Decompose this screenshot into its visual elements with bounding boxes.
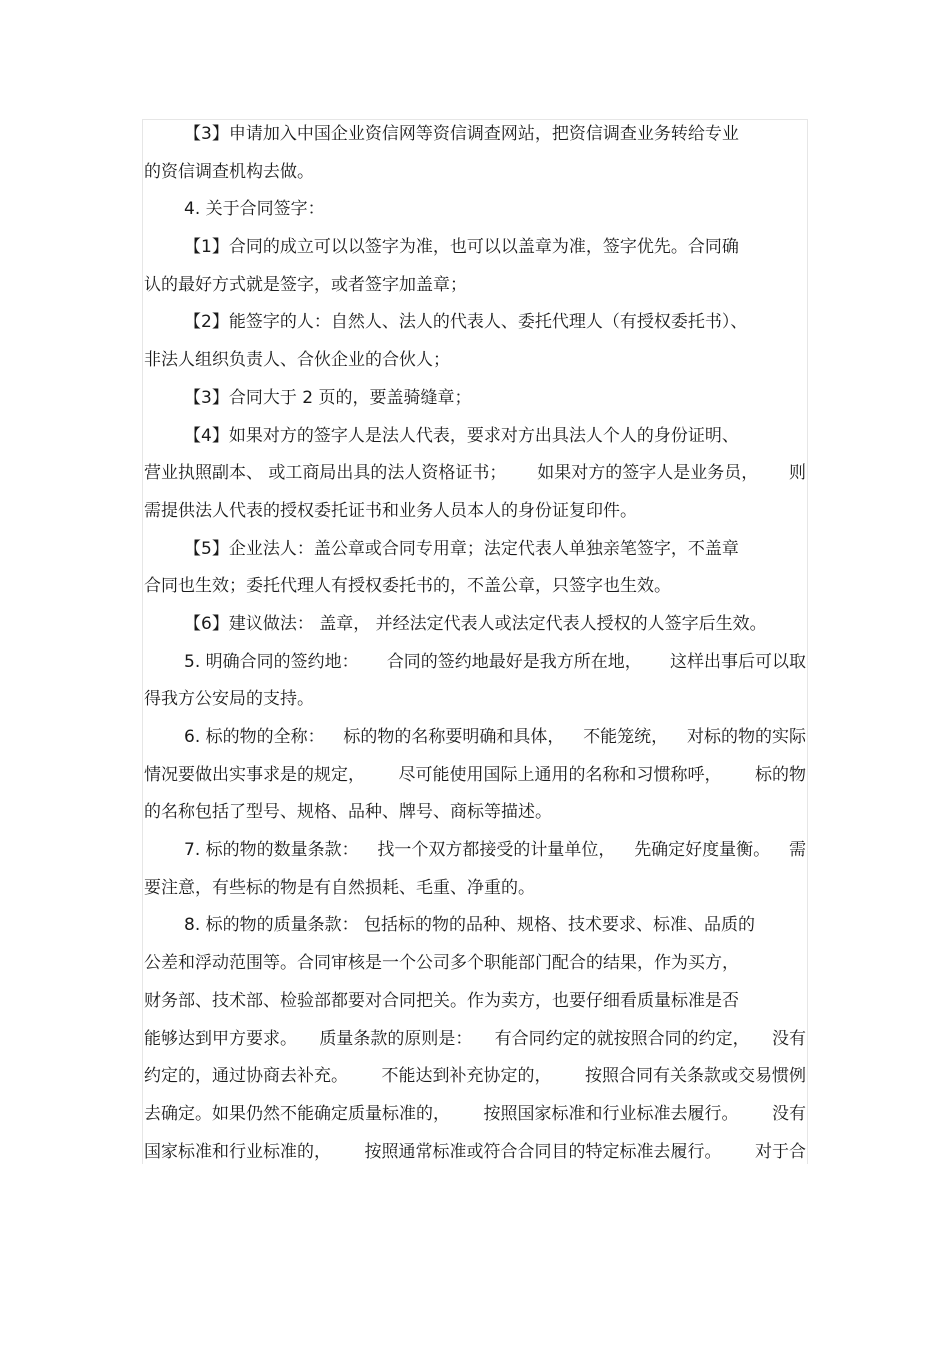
page-frame-left-border bbox=[142, 119, 143, 1164]
text-segment: 去确定。如果仍然不能确定质量标准的， bbox=[144, 1103, 450, 1124]
text-line bbox=[144, 1058, 806, 1096]
text-segment: 按照国家标准和行业标准去履行。 bbox=[483, 1103, 739, 1124]
text-segment: 能够达到甲方要求。 bbox=[144, 1028, 297, 1049]
text-segment: 情况要做出实事求是的规定， bbox=[144, 764, 365, 785]
text-segment: 质量条款的原则是： bbox=[319, 1028, 473, 1049]
text-segment: 约定的，通过协商去补充。 bbox=[144, 1066, 348, 1087]
text-line: 【5】企业法人：盖公章或合同专用章；法定代表人单独亲笔签字，不盖章 bbox=[184, 538, 739, 559]
text-line bbox=[144, 832, 806, 870]
text-segment: 不能达到补充协定的， bbox=[381, 1066, 552, 1087]
text-line bbox=[144, 1096, 806, 1134]
text-line: 合同也生效；委托代理人有授权委托书的，不盖公章，只签字也生效。 bbox=[144, 576, 671, 597]
text-line: 的资信调查机构去做。 bbox=[144, 161, 314, 182]
text-segment: 先确定好度量衡。 bbox=[634, 840, 771, 861]
text-segment: 对标的物的实际 bbox=[686, 727, 806, 747]
text-segment: 尽可能使用国际上通用的名称和习惯称呼， bbox=[398, 764, 722, 785]
text-segment: 找一个双方都接受的计量单位， bbox=[377, 840, 616, 861]
text-line: 财务部、技术部、检验部都要对合同把关。作为卖方，也要仔细看质量标准是否 bbox=[144, 990, 739, 1011]
text-line: 公差和浮动范围等。合同审核是一个公司多个职能部门配合的结果，作为买方， bbox=[144, 953, 739, 974]
text-line bbox=[144, 1021, 806, 1059]
text-line bbox=[144, 644, 806, 682]
page-frame-right-border bbox=[807, 119, 808, 1164]
text-segment: 如果对方的签字人是业务员， bbox=[537, 463, 759, 484]
text-segment: 没有 bbox=[772, 1103, 806, 1124]
text-line: 的名称包括了型号、规格、品种、牌号、商标等描述。 bbox=[144, 802, 552, 823]
text-line: 【3】申请加入中国企业资信网等资信调查网站，把资信调查业务转给专业 bbox=[184, 124, 739, 144]
document-body bbox=[144, 116, 806, 1171]
text-line: 【6】建议做法： 盖章， 并经法定代表人或法定代表人授权的人签字后生效。 bbox=[184, 613, 767, 634]
text-segment: 7. 标的物的数量条款： bbox=[184, 840, 359, 861]
text-segment: 营业执照副本、 或工商局出具的法人资格证书； bbox=[144, 463, 507, 484]
text-segment: 没有 bbox=[771, 1028, 806, 1049]
text-segment: 这样出事后可以取 bbox=[670, 651, 806, 672]
text-segment: 国家标准和行业标准的， bbox=[144, 1141, 331, 1162]
text-segment: 有合同约定的就按照合同的约定， bbox=[494, 1028, 750, 1049]
text-segment: 标的物 bbox=[755, 764, 806, 785]
text-line: 【2】能签字的人：自然人、法人的代表人、委托代理人（有授权委托书）、 bbox=[184, 312, 748, 333]
text-line bbox=[144, 757, 806, 795]
text-line: 【1】合同的成立可以以签字为准，也可以以盖章为准，签字优先。合同确 bbox=[184, 237, 739, 258]
text-segment: 标的物的名称要明确和具体， bbox=[343, 727, 565, 747]
text-segment: 不能笼统， bbox=[583, 727, 669, 747]
text-line: 4. 关于合同签字： bbox=[184, 199, 325, 220]
text-line: 8. 标的物的质量条款： 包括标的物的品种、规格、技术要求、标准、品质的 bbox=[184, 915, 756, 936]
text-line: 认的最好方式就是签字，或者签字加盖章； bbox=[144, 274, 467, 295]
text-segment: 6. 标的物的全称： bbox=[184, 727, 325, 747]
text-line bbox=[144, 1134, 806, 1172]
text-line: 【3】合同大于 2 页的，要盖骑缝章； bbox=[184, 387, 472, 408]
text-segment: 对于合 bbox=[755, 1141, 806, 1162]
text-segment: 按照合同有关条款或交易惯例 bbox=[585, 1066, 806, 1087]
text-line: 非法人组织负责人、合伙企业的合伙人； bbox=[144, 350, 450, 371]
text-line: 得我方公安局的支持。 bbox=[144, 689, 314, 710]
text-line: 要注意，有些标的物是有自然损耗、毛重、净重的。 bbox=[144, 877, 535, 898]
text-segment: 需 bbox=[788, 840, 806, 861]
text-segment: 合同的签约地最好是我方所在地， bbox=[386, 651, 642, 672]
text-line: 需提供法人代表的授权委托证书和业务人员本人的身份证复印件。 bbox=[144, 500, 637, 521]
text-segment: 则 bbox=[789, 463, 806, 484]
text-line bbox=[144, 719, 806, 757]
text-segment: 按照通常标准或符合合同目的特定标准去履行。 bbox=[364, 1141, 722, 1162]
text-segment: 5. 明确合同的签约地： bbox=[184, 651, 359, 672]
text-line: 【4】如果对方的签字人是法人代表，要求对方出具法人个人的身份证明、 bbox=[184, 425, 739, 446]
text-line bbox=[144, 455, 806, 493]
